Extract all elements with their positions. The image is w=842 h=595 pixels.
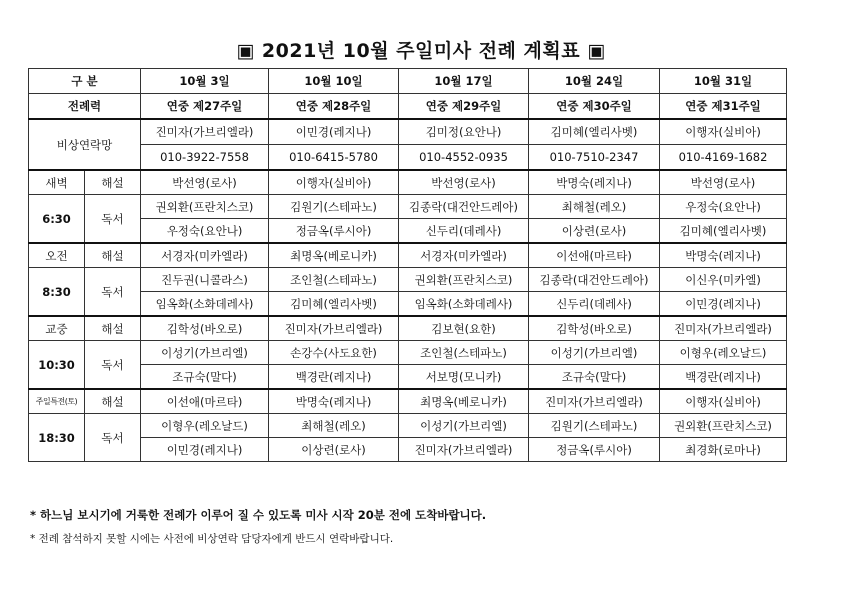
assignee-cell: 권외환(프란치스코)	[141, 195, 269, 219]
assignee-cell: 이상련(로사)	[529, 219, 660, 244]
date-cell: 10월 24일	[529, 69, 660, 94]
contact-name: 이행자(실비아)	[660, 119, 787, 145]
date-cell: 10월 10일	[269, 69, 399, 94]
commentary-row	[29, 243, 787, 268]
reading-row	[29, 414, 787, 438]
assignee-cell: 이형우(레오날드)	[141, 414, 269, 438]
absence-note: * 전례 참석하지 못할 시에는 사전에 비상연락 담당자에게 반드시 연락바랍니다.	[30, 533, 394, 545]
mass-time: 6:30	[29, 195, 85, 244]
week-cell: 연중 제31주일	[660, 94, 787, 120]
assignee-cell: 임옥화(소화데레사)	[141, 292, 269, 317]
assignee-cell: 우정숙(요안나)	[660, 195, 787, 219]
arrival-note: * 하느님 보시기에 거룩한 전례가 이루어 질 수 있도록 미사 시작 20분 전에 도착바랍니다.	[30, 508, 487, 522]
assignee-cell: 진미자(가브리엘라)	[399, 438, 529, 462]
assignee-cell: 이민경(레지나)	[141, 438, 269, 462]
assignee-cell: 백경란(레지나)	[269, 365, 399, 390]
assignee-cell: 이민경(레지나)	[660, 292, 787, 317]
commentary-row	[29, 316, 787, 341]
assignee-cell: 김원기(스테파노)	[529, 414, 660, 438]
assignee-cell: 신두리(데레사)	[399, 219, 529, 244]
assignee-cell: 이성기(가브리엘)	[529, 341, 660, 365]
date-cell: 10월 31일	[660, 69, 787, 94]
assignee-cell: 최해철(레오)	[529, 195, 660, 219]
mass-time: 8:30	[29, 268, 85, 317]
reading-row	[29, 292, 787, 317]
role-label: 해설	[85, 316, 141, 341]
assignee-cell: 조규숙(말다)	[529, 365, 660, 390]
assignee-cell: 김원기(스테파노)	[269, 195, 399, 219]
role-label: 독서	[85, 414, 141, 462]
week-cell: 연중 제30주일	[529, 94, 660, 120]
assignee-cell: 정금옥(루시아)	[269, 219, 399, 244]
assignee-cell: 조인철(스테파노)	[269, 268, 399, 292]
assignee-cell: 진두권(니콜라스)	[141, 268, 269, 292]
reading-row	[29, 365, 787, 390]
assignee-cell: 박선영(로사)	[399, 170, 529, 195]
assignee-cell: 이성기(가브리엘)	[141, 341, 269, 365]
commentary-row	[29, 389, 787, 414]
assignee-cell: 정금옥(루시아)	[529, 438, 660, 462]
role-label: 해설	[85, 389, 141, 414]
reading-row	[29, 341, 787, 365]
assignee-cell: 권외환(프란치스코)	[660, 414, 787, 438]
assignee-cell: 박명숙(레지나)	[269, 389, 399, 414]
header-row	[29, 69, 787, 94]
assignee-cell: 박명숙(레지나)	[529, 170, 660, 195]
assignee-cell: 이행자(실비아)	[660, 389, 787, 414]
page-title: ▣ 2021년 10월 주일미사 전례 계획표 ▣	[236, 40, 606, 62]
role-label: 독서	[85, 268, 141, 317]
week-cell: 연중 제28주일	[269, 94, 399, 120]
assignee-cell: 권외환(프란치스코)	[399, 268, 529, 292]
assignee-cell: 우정숙(요안나)	[141, 219, 269, 244]
assignee-cell: 박선영(로사)	[141, 170, 269, 195]
assignee-cell: 이상련(로사)	[269, 438, 399, 462]
mass-label: 주일특전(토)	[29, 389, 85, 414]
assignee-cell: 이성기(가브리엘)	[399, 414, 529, 438]
assignee-cell: 진미자(가브리엘라)	[660, 316, 787, 341]
assignee-cell: 서보명(모니카)	[399, 365, 529, 390]
date-cell: 10월 3일	[141, 69, 269, 94]
assignee-cell: 이신우(미카엘)	[660, 268, 787, 292]
assignee-cell: 진미자(가브리엘라)	[269, 316, 399, 341]
assignee-cell: 박선영(로사)	[660, 170, 787, 195]
assignee-cell: 이형우(레오날드)	[660, 341, 787, 365]
role-label: 해설	[85, 243, 141, 268]
assignee-cell: 백경란(레지나)	[660, 365, 787, 390]
assignee-cell: 서경자(미카엘라)	[141, 243, 269, 268]
assignee-cell: 신두리(데레사)	[529, 292, 660, 317]
contact-name: 김미혜(엘리사벳)	[529, 119, 660, 145]
assignee-cell: 진미자(가브리엘라)	[529, 389, 660, 414]
assignee-cell: 조인철(스테파노)	[399, 341, 529, 365]
contact-name: 이민경(레지나)	[269, 119, 399, 145]
assignee-cell: 이행자(실비아)	[269, 170, 399, 195]
assignee-cell: 김미혜(엘리사벳)	[660, 219, 787, 244]
assignee-cell: 최해철(레오)	[269, 414, 399, 438]
contact-phone: 010-7510-2347	[529, 145, 660, 171]
assignee-cell: 박명숙(레지나)	[660, 243, 787, 268]
assignee-cell: 최명옥(베로니카)	[269, 243, 399, 268]
date-cell: 10월 17일	[399, 69, 529, 94]
week-cell: 연중 제29주일	[399, 94, 529, 120]
liturgy-label: 전례력	[29, 94, 141, 120]
assignee-cell: 김종락(대건안드레아)	[529, 268, 660, 292]
assignee-cell: 서경자(미카엘라)	[399, 243, 529, 268]
assignee-cell: 손강수(사도요한)	[269, 341, 399, 365]
mass-label: 오전	[29, 243, 85, 268]
emergency-row	[29, 119, 787, 145]
mass-label: 교중	[29, 316, 85, 341]
mass-time: 18:30	[29, 414, 85, 462]
contact-phone: 010-6415-5780	[269, 145, 399, 171]
assignee-cell: 이선애(마르타)	[529, 243, 660, 268]
assignee-cell: 김학성(바오로)	[529, 316, 660, 341]
contact-name: 김미정(요안나)	[399, 119, 529, 145]
assignee-cell: 김보현(요한)	[399, 316, 529, 341]
contact-phone: 010-4169-1682	[660, 145, 787, 171]
assignee-cell: 조규숙(말다)	[141, 365, 269, 390]
reading-row	[29, 268, 787, 292]
schedule-table	[28, 68, 787, 462]
contact-phone: 010-3922-7558	[141, 145, 269, 171]
reading-row	[29, 438, 787, 462]
assignee-cell: 임옥화(소화데레사)	[399, 292, 529, 317]
commentary-row	[29, 170, 787, 195]
liturgy-row	[29, 94, 787, 120]
role-label: 독서	[85, 341, 141, 390]
role-label: 해설	[85, 170, 141, 195]
role-label: 독서	[85, 195, 141, 244]
assignee-cell: 이선애(마르타)	[141, 389, 269, 414]
assignee-cell: 최명옥(베로니카)	[399, 389, 529, 414]
assignee-cell: 김종락(대건안드레아)	[399, 195, 529, 219]
mass-label: 새벽	[29, 170, 85, 195]
contact-name: 진미자(가브리엘라)	[141, 119, 269, 145]
assignee-cell: 김미혜(엘리사벳)	[269, 292, 399, 317]
assignee-cell: 최경화(로마나)	[660, 438, 787, 462]
emergency-label: 비상연락망	[29, 119, 141, 170]
contact-phone: 010-4552-0935	[399, 145, 529, 171]
header-label: 구 분	[29, 69, 141, 94]
assignee-cell: 김학성(바오로)	[141, 316, 269, 341]
reading-row	[29, 219, 787, 244]
reading-row	[29, 195, 787, 219]
week-cell: 연중 제27주일	[141, 94, 269, 120]
mass-time: 10:30	[29, 341, 85, 390]
emergency-phone-row	[29, 145, 787, 171]
